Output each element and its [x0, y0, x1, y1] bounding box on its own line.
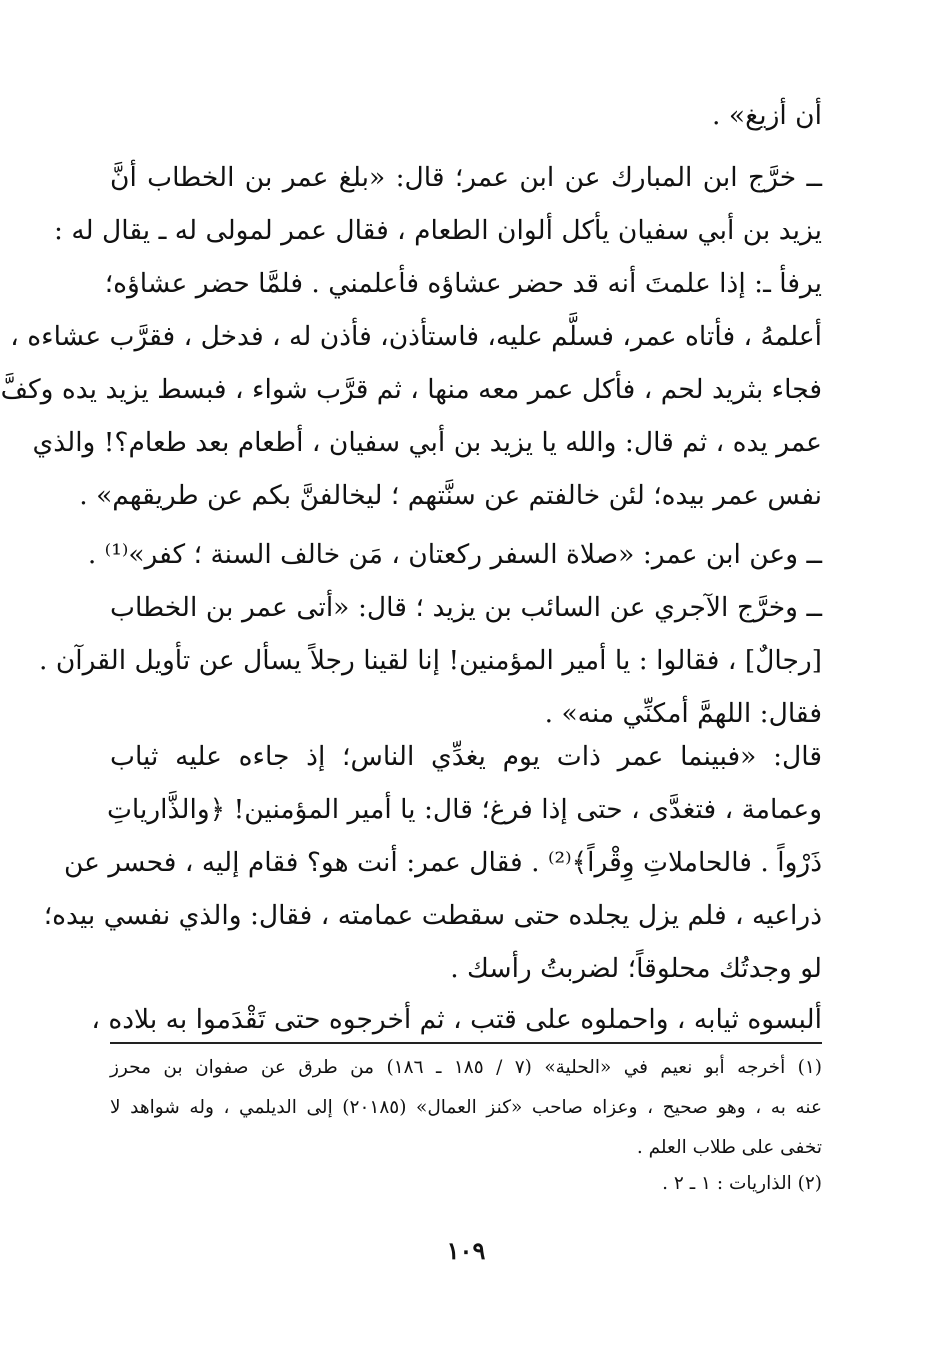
body-line-12: فقال: اللهمَّ أمكنِّي منه» .: [544, 698, 822, 729]
footnote-line-2: عنه به ، وهو صحيح ، وعزاه صاحب «كنز العمال» (٢٠١٨٥) إلى الديلمي ، وله شواهد لا: [110, 1097, 823, 1118]
body-line-14: وعمامة ، فتغدَّى ، حتى إذا فرغ؛ قال: يا أمير المؤمنين! ﴿والذَّارياتِ: [106, 794, 822, 825]
body-line-15: ذَرْواً . فالحاملاتِ وِقْراً﴾⁽²⁾ . فقال عمر: أنت هو؟ فقام إليه ، فحسر عن: [63, 847, 822, 878]
footnote-line-3: تخفى على طلاب العلم .: [636, 1137, 822, 1158]
footnote-line-4: (٢) الذاريات : ١ ـ ٢ .: [662, 1173, 822, 1194]
body-line-2: ــ خرَّج ابن المبارك عن ابن عمر؛ قال: «بلغ عمر بن الخطاب أنَّ: [110, 162, 822, 193]
body-line-6: فجاء بثريد لحم ، فأكل عمر معه منها ، ثم قرَّب شواء ، فبسط يزيد يده وكفَّ: [0, 374, 822, 405]
footnote-line-1: (١) أخرجه أبو نعيم في «الحلية» (٧ / ١٨٥ ـ ١٨٦) من طرق عن صفوان بن محرز: [110, 1057, 823, 1078]
body-line-11: [رجالٌ] ، فقالوا : يا أمير المؤمنين! إنا لقينا رجلاً يسأل عن تأويل القرآن .: [38, 645, 822, 676]
footnote-separator: [110, 1042, 822, 1044]
body-line-10: ــ وخرَّج الآجري عن السائب بن يزيد ؛ قال: «أتى عمر بن الخطاب: [110, 592, 822, 623]
body-line-16: ذراعيه ، فلم يزل يجلده حتى سقطت عمامته ، فقال: والذي نفسي بيده؛: [43, 900, 822, 931]
body-line-4: يرفأ ـ: إذا علمتَ أنه قد حضر عشاؤه فأعلمني . فلمَّا حضر عشاؤه؛: [104, 268, 822, 299]
body-line-7: عمر يده ، ثم قال: والله يا يزيد بن أبي سفيان ، أطعام بعد طعام؟! والذي: [32, 427, 822, 458]
body-line-17: لو وجدتُك محلوقاً؛ لضربتُ رأسك .: [450, 953, 822, 984]
body-line-8: نفس عمر بيده؛ لئن خالفتم عن سنَّتهم ؛ ليخالفنَّ بكم عن طريقهم» .: [79, 480, 822, 511]
body-line-9: ــ وعن ابن عمر: «صلاة السفر ركعتان ، مَن خالف السنة ؛ كفر»⁽¹⁾ .: [87, 539, 822, 570]
body-line-13: قال: «فبينما عمر ذات يوم يغدِّي الناس؛ إذ جاءه عليه ثياب: [110, 741, 822, 772]
body-line-5: أعلمهُ ، فأتاه عمر، فسلَّم عليه، فاستأذن، فأذن له ، فدخل ، فقرَّب عشاءه ،: [10, 321, 822, 352]
body-line-1: أن أزيغ» .: [712, 100, 822, 131]
body-line-18: ألبسوه ثيابه ، واحملوه على قتب ، ثم أخرجوه حتى تَقْدَموا به بلاده ،: [91, 1004, 822, 1035]
page-number: ١٠٩: [446, 1236, 486, 1265]
body-line-3: يزيد بن أبي سفيان يأكل ألوان الطعام ، فقال عمر لمولى له ـ يقال له :: [54, 215, 822, 246]
